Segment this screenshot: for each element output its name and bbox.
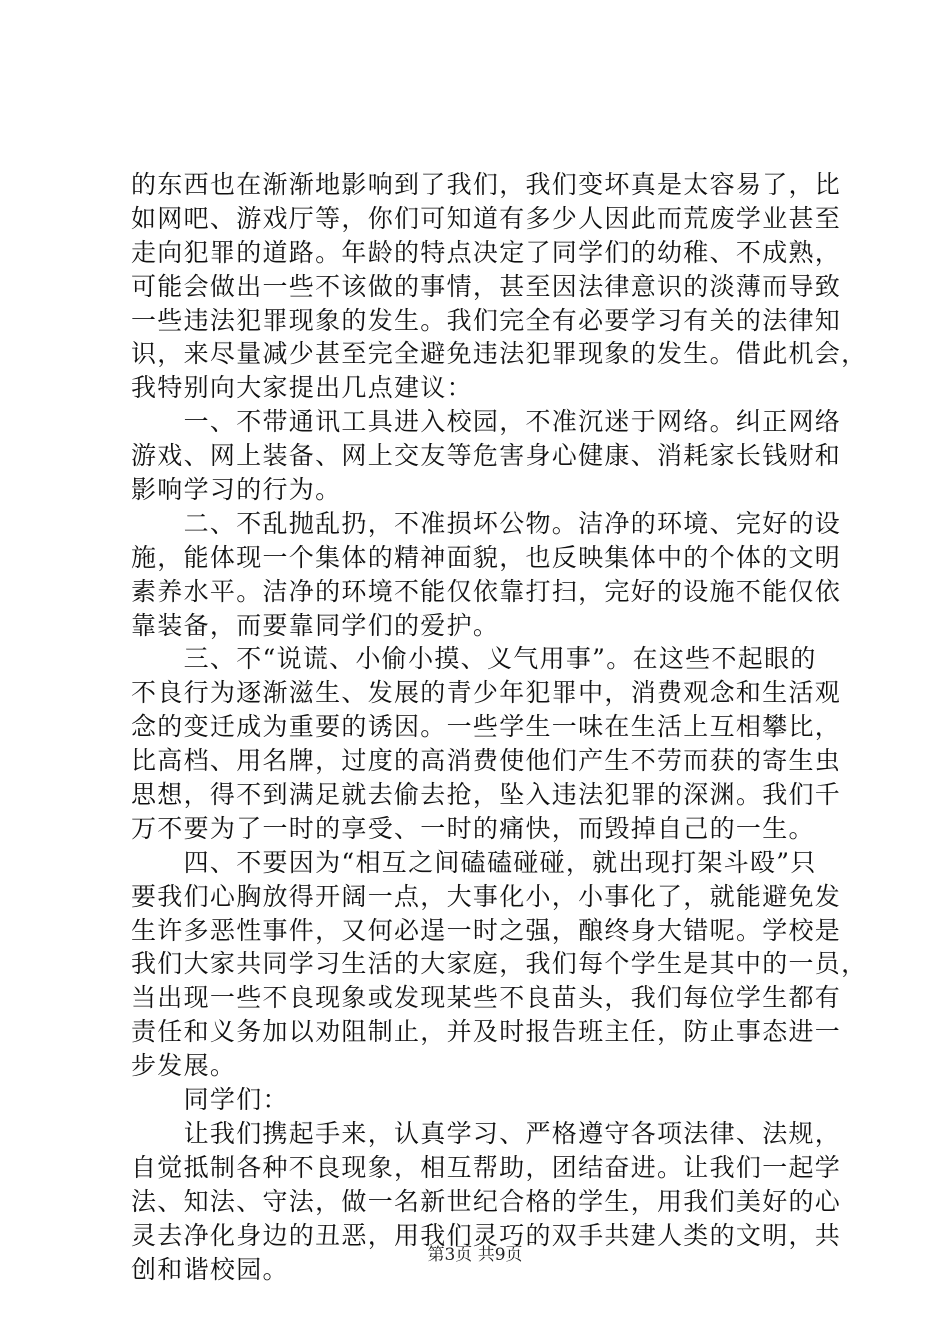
text-line: 我们大家共同学习生活的大家庭，我们每个学生是其中的一员， xyxy=(131,949,868,979)
text-line: 思想，得不到满足就去偷去抢，坠入违法犯罪的深渊。我们千 xyxy=(131,780,842,810)
text-line: 步发展。 xyxy=(131,1051,237,1081)
text-line: 一、不带通讯工具进入校园，不准沉迷于网络。纠正网络 xyxy=(131,407,842,437)
text-line: 的东西也在渐渐地影响到了我们，我们变坏真是太容易了，比 xyxy=(131,170,842,199)
text-line: 要我们心胸放得开阔一点，大事化小，小事化了，就能避免发 xyxy=(131,881,842,911)
text-line: 三、不“说谎、小偷小摸、义气用事”。在这些不起眼的 xyxy=(131,644,817,674)
text-line: 如网吧、游戏厅等，你们可知道有多少人因此而荒废学业甚至 xyxy=(131,203,842,233)
text-line: 不良行为逐渐滋生、发展的青少年犯罪中，消费观念和生活观 xyxy=(131,678,842,708)
text-line: 可能会做出一些不该做的事情，甚至因法律意识的淡薄而导致 xyxy=(131,271,842,301)
text-line: 施，能体现一个集体的精神面貌，也反映集体中的个体的文明 xyxy=(131,542,842,572)
text-line: 比高档、用名牌，过度的高消费使他们产生不劳而获的寄生虫 xyxy=(131,746,842,776)
text-line: 万不要为了一时的享受、一时的痛快，而毁掉自己的一生。 xyxy=(131,813,815,843)
text-line: 当出现一些不良现象或发现某些不良苗头，我们每位学生都有 xyxy=(131,983,842,1013)
text-line: 四、不要因为“相互之间磕磕碰碰，就出现打架斗殴”只 xyxy=(131,847,817,877)
body-text xyxy=(131,168,868,1286)
text-line: 生许多恶性事件，又何必逞一时之强，酿终身大错呢。学校是 xyxy=(131,915,842,945)
text-line: 责任和义务加以劝阻制止，并及时报告班主任，防止事态进一 xyxy=(131,1017,842,1047)
text-line: 我特别向大家提出几点建议： xyxy=(131,373,473,403)
page-number-footer: 第3页 共9页 xyxy=(427,1245,523,1265)
text-line: 一些违法犯罪现象的发生。我们完全有必要学习有关的法律知 xyxy=(131,305,842,335)
text-line: 自觉抵制各种不良现象，相互帮助，团结奋进。让我们一起学 xyxy=(131,1152,842,1182)
text-line: 游戏、网上装备、网上交友等危害身心健康、消耗家长钱财和 xyxy=(131,441,842,471)
text-line: 创和谐校园。 xyxy=(131,1254,289,1284)
text-line: 灵去净化身边的丑恶，用我们灵巧的双手共建人类的文明，共 xyxy=(131,1220,842,1250)
text-line: 同学们： xyxy=(131,1085,289,1115)
text-line: 念的变迁成为重要的诱因。一些学生一味在生活上互相攀比， xyxy=(131,712,842,742)
text-line: 靠装备，而要靠同学们的爱护。 xyxy=(131,610,500,640)
text-line: 影响学习的行为。 xyxy=(131,475,342,505)
text-line: 法、知法、守法，做一名新世纪合格的学生，用我们美好的心 xyxy=(131,1186,842,1216)
text-line: 素养水平。洁净的环境不能仅依靠打扫，完好的设施不能仅依 xyxy=(131,576,842,606)
text-line: 走向犯罪的道路。年龄的特点决定了同学们的幼稚、不成熟， xyxy=(131,237,842,267)
text-line: 识，来尽量减少甚至完全避免违法犯罪现象的发生。借此机会， xyxy=(131,339,868,369)
text-line: 二、不乱抛乱扔，不准损坏公物。洁净的环境、完好的设 xyxy=(131,508,842,538)
text-line: 让我们携起手来，认真学习、严格遵守各项法律、法规， xyxy=(131,1118,842,1148)
